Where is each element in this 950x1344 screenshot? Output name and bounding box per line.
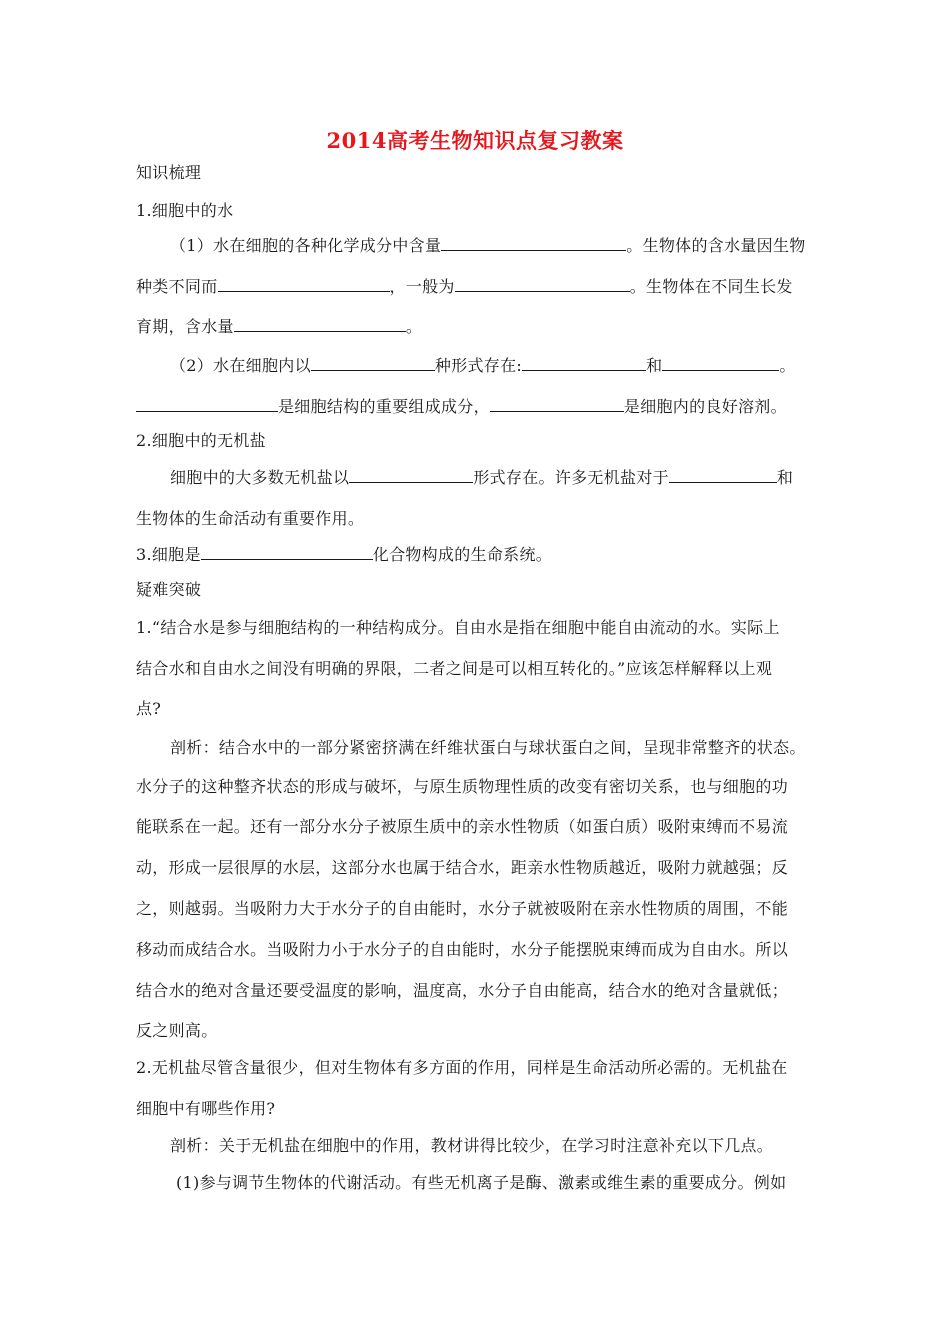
text-run: 3.细胞是 <box>136 545 201 564</box>
text-run: 形式存在。许多无机盐对于 <box>473 468 669 487</box>
text-run: 。 <box>779 356 796 375</box>
answer-line: 水分子的这种整齐状态的形成与破坏，与原生质物理性质的改变有密切关系，也与细胞的功 <box>136 777 789 796</box>
paragraph-line <box>136 276 793 297</box>
fill-blank <box>662 355 779 371</box>
text-run: ，一般为 <box>389 277 455 296</box>
text-run: 育期，含水量 <box>136 317 234 336</box>
subsection-heading: 1.细胞中的水 <box>136 201 234 220</box>
text-run: 是细胞结构的重要组成成分， <box>278 397 490 416</box>
paragraph-line <box>170 235 806 256</box>
fill-blank <box>218 276 390 292</box>
paragraph-line <box>136 396 787 417</box>
fill-blank <box>522 355 646 371</box>
question-line: 1.“结合水是参与细胞结构的一种结构成分。自由水是指在细胞中能自由流动的水。实际上 <box>136 618 780 637</box>
fill-blank <box>201 544 373 560</box>
answer-line: 能联系在一起。还有一部分水分子被原生质中的亲水性物质（如蛋白质）吸附束缚而不易流 <box>136 817 789 836</box>
answer-line: (1)参与调节生物体的代谢活动。有些无机离子是酶、激素或维生素的重要成分。例如 <box>176 1173 787 1192</box>
subsection-heading: 2.细胞中的无机盐 <box>136 431 266 450</box>
fill-blank <box>669 467 777 483</box>
question-line: 结合水和自由水之间没有明确的界限，二者之间是可以相互转化的。”应该怎样解释以上观 <box>136 659 773 678</box>
answer-line: 动，形成一层很厚的水层，这部分水也属于结合水，距亲水性物质越近，吸附力就越强；反 <box>136 858 789 877</box>
fill-blank <box>441 235 626 251</box>
paragraph-line <box>170 355 796 376</box>
text-run: 。 <box>405 317 423 336</box>
answer-line: 剖析：结合水中的一部分紧密挤满在纤维状蛋白与球状蛋白之间，呈现非常整齐的状态。 <box>170 738 806 757</box>
question-line: 细胞中有哪些作用? <box>136 1099 276 1118</box>
answer-line: 剖析：关于无机盐在细胞中的作用，教材讲得比较少，在学习时注意补充以下几点。 <box>170 1136 774 1155</box>
text-run: 和 <box>776 468 794 487</box>
question-line: 点? <box>136 699 162 718</box>
section-heading: 疑难突破 <box>136 580 202 599</box>
section-heading: 知识梳理 <box>136 163 202 182</box>
paragraph-line <box>170 467 793 488</box>
text-run: （2）水在细胞内以 <box>170 356 311 375</box>
question-line: 2.无机盐尽管含量很少，但对生物体有多方面的作用，同样是生命活动所必需的。无机盐在 <box>136 1058 788 1077</box>
paragraph-line <box>136 316 422 337</box>
fill-blank <box>136 396 278 412</box>
answer-line: 结合水的绝对含量还要受温度的影响，温度高，水分子自由能高，结合水的绝对含量就低； <box>136 981 789 1000</box>
text-run: 细胞中的大多数无机盐以 <box>170 468 350 487</box>
fill-blank <box>455 276 630 292</box>
text-run: （1）水在细胞的各种化学成分中含量 <box>170 236 442 255</box>
text-run: 种类不同而 <box>136 277 218 296</box>
answer-line: 移动而成结合水。当吸附力小于水分子的自由能时，水分子能摆脱束缚而成为自由水。所以 <box>136 940 789 959</box>
text-run: 化合物构成的生命系统。 <box>372 545 553 564</box>
paragraph-line: 生物体的生命活动有重要作用。 <box>136 509 365 528</box>
text-run: 种形式存在: <box>434 356 523 375</box>
fill-blank <box>490 396 624 412</box>
text-run: 。生物体在不同生长发 <box>629 277 793 296</box>
text-run: 是细胞内的良好溶剂。 <box>623 397 787 416</box>
fill-blank <box>349 467 473 483</box>
document-title: 2014高考生物知识点复习教案 <box>326 128 624 153</box>
fill-blank <box>311 355 435 371</box>
paragraph-line <box>136 544 552 565</box>
text-run: 。生物体的含水量因生物 <box>626 236 806 255</box>
answer-line: 之，则越弱。当吸附力大于水分子的自由能时，水分子就被吸附在亲水性物质的周围，不能 <box>136 899 789 918</box>
fill-blank <box>234 316 406 332</box>
answer-line: 反之则高。 <box>136 1021 218 1040</box>
text-run: 和 <box>646 356 663 375</box>
